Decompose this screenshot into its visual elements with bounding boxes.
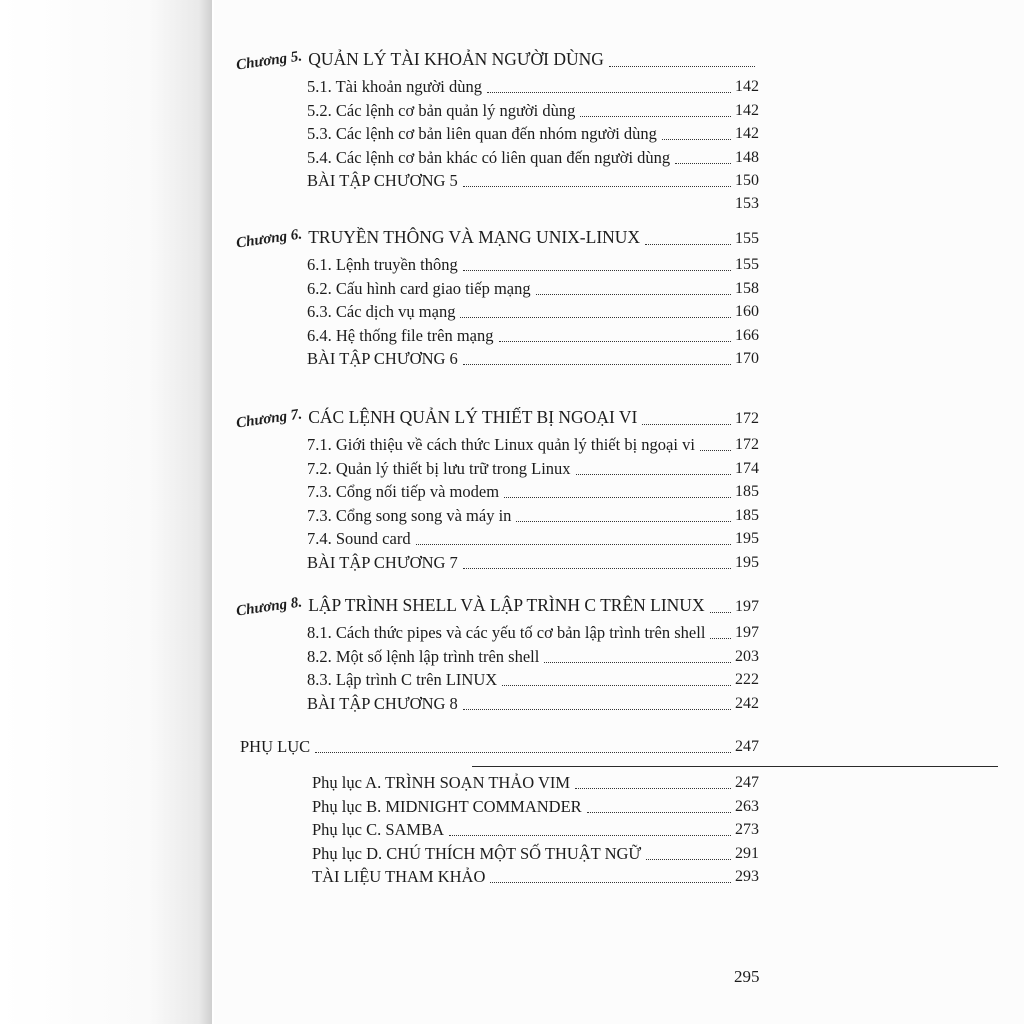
toc-entry-row (307, 691, 759, 715)
dot-leader (463, 568, 731, 569)
toc-entry-row (307, 620, 759, 644)
page-reference: 222 (735, 671, 759, 689)
chapter-heading (236, 48, 604, 72)
page-reference: 155 (735, 256, 759, 273)
dot-leader (516, 521, 731, 522)
page-reference: 142 (735, 101, 759, 119)
page-reference: 203 (735, 647, 759, 665)
toc-entry-row (307, 323, 759, 347)
toc-entry-row (307, 168, 759, 192)
dot-leader (463, 709, 731, 710)
dot-leader (609, 66, 755, 67)
page-reference: 158 (735, 279, 759, 297)
dot-leader (416, 544, 731, 545)
toc-entry-row (307, 503, 759, 527)
dot-leader (587, 812, 731, 813)
page-reference: 174 (735, 459, 759, 477)
chapter-row-7 (236, 406, 759, 430)
appendix-entry-row (312, 770, 759, 794)
dot-leader (463, 270, 731, 271)
dot-leader (490, 882, 731, 883)
chapter-title: LẬP TRÌNH SHELL VÀ LẬP TRÌNH C TRÊN LINUX (308, 595, 705, 615)
toc-entry-row (307, 145, 759, 169)
page-reference: 195 (735, 530, 759, 548)
dot-leader (710, 612, 731, 613)
dot-leader (502, 685, 731, 686)
dot-leader (460, 317, 731, 318)
chapter-title: CÁC LỆNH QUẢN LÝ THIẾT BỊ NGOẠI VI (308, 407, 638, 427)
toc-entry-row (307, 550, 759, 574)
page-reference: 247 (735, 738, 759, 755)
toc-entry-label: 6.1. Lệnh truyền thông (307, 255, 458, 274)
page-reference: 185 (735, 483, 759, 501)
chapter-number: 8. (289, 594, 304, 612)
dot-leader (646, 859, 731, 860)
chapter-heading (236, 226, 640, 250)
dot-leader (544, 662, 731, 663)
chapter-prefix-word: Chương (235, 50, 289, 74)
toc-entry-label: BÀI TẬP CHƯƠNG 7 (307, 553, 458, 572)
page-reference: 160 (735, 303, 759, 321)
toc-entry-label: 6.4. Hệ thống file trên mạng (307, 325, 494, 345)
appendix-heading-row (240, 734, 759, 758)
dot-leader (576, 474, 731, 475)
toc-entry-label: BÀI TẬP CHƯƠNG 8 (307, 693, 458, 713)
toc-entry-label: 5.4. Các lệnh cơ bản khác có liên quan đến người dùng (307, 147, 671, 167)
dot-leader (449, 835, 731, 836)
dot-leader (315, 752, 731, 753)
page-reference: 142 (735, 125, 759, 143)
page-reference: 247 (735, 774, 759, 791)
chapter-prefix-word: Chương (235, 228, 289, 252)
dot-leader (710, 638, 731, 639)
appendix-entry-row (312, 864, 759, 888)
toc-entry-label: 7.3. Cổng song song và máy in (307, 505, 512, 525)
page-reference: 195 (735, 554, 759, 571)
chapter-number: 7. (289, 406, 304, 424)
dot-leader (487, 92, 731, 93)
page-reference: 166 (735, 326, 759, 344)
toc-entry-row (307, 526, 759, 550)
dot-leader (700, 450, 731, 451)
toc-entry-row (307, 74, 759, 98)
dot-leader (645, 244, 731, 245)
dot-leader (504, 497, 731, 498)
page-reference: 197 (735, 598, 759, 615)
toc-entry-row (307, 276, 759, 300)
appendix-entry-row (312, 817, 759, 841)
toc-entry-row (307, 121, 759, 145)
toc-entry-label: 8.1. Cách thức pipes và các yếu tố cơ bản lập trình trên shell (307, 623, 706, 642)
toc-entry-label: 7.2. Quản lý thiết bị lưu trữ trong Linux (307, 458, 571, 478)
chapter-prefix-word: Chương (235, 596, 289, 620)
chapter-prefix-word: Chương (235, 408, 289, 432)
appendix-entry-label: Phụ lục D. CHÚ THÍCH MỘT SỐ THUẬT NGỮ (312, 843, 642, 863)
toc-entry-row (307, 667, 759, 691)
toc-entry-label: 5.2. Các lệnh cơ bản quản lý người dùng (307, 100, 576, 120)
appendix-entry-row (312, 841, 759, 865)
dot-leader (580, 116, 731, 117)
toc-entry-row (307, 346, 759, 370)
page-reference: 170 (735, 350, 759, 368)
dot-leader (575, 788, 731, 789)
chapter-heading (236, 594, 705, 618)
chapter-prefix (235, 591, 304, 622)
chapter-row-5 (236, 48, 759, 72)
appendix-divider-rule (472, 766, 998, 767)
page-reference: 142 (735, 78, 759, 95)
toc-entry-row (307, 432, 759, 456)
page-reference: 150 (735, 172, 759, 190)
appendix-entry-label: TÀI LIỆU THAM KHẢO (312, 867, 486, 887)
appendix-entry-label: Phụ lục B. MIDNIGHT COMMANDER (312, 796, 582, 816)
toc-entry-row (307, 479, 759, 503)
page-reference: 155 (735, 230, 759, 247)
page-reference: 242 (735, 694, 759, 712)
appendix-entry-row (312, 794, 759, 818)
chapter-number: 6. (289, 226, 304, 244)
table-of-contents (214, 0, 1024, 1024)
chapter-number: 5. (289, 48, 304, 66)
page-reference: 263 (735, 797, 759, 815)
toc-entry-label: 8.3. Lập trình C trên LINUX (307, 670, 498, 690)
page-reference: 291 (735, 844, 759, 862)
page-reference: 273 (735, 821, 759, 839)
dot-leader (675, 163, 731, 164)
dot-leader (662, 139, 731, 140)
toc-entry-label: BÀI TẬP CHƯƠNG 5 (307, 171, 458, 191)
toc-entry-row (307, 644, 759, 668)
appendix-entry-label: Phụ lục A. TRÌNH SOẠN THẢO VIM (312, 773, 571, 792)
chapter-heading (236, 406, 637, 430)
toc-entry-row (307, 252, 759, 276)
dot-leader (536, 294, 731, 295)
dot-leader (499, 341, 732, 342)
page-reference: 197 (735, 624, 759, 641)
orphan-page-reference: 153 (735, 195, 759, 212)
chapter-row-8 (236, 594, 759, 618)
toc-entry-label: 5.3. Các lệnh cơ bản liên quan đến nhóm người dùng (307, 124, 657, 144)
page-reference: 293 (735, 868, 759, 886)
chapter-title: TRUYỀN THÔNG VÀ MẠNG UNIX-LINUX (308, 227, 641, 247)
page-gutter-shadow (0, 0, 212, 1024)
page-number: 295 (734, 967, 760, 986)
toc-entry-label: 7.3. Cổng nối tiếp và modem (307, 482, 500, 502)
chapter-row-6 (236, 226, 759, 250)
appendix-title: PHỤ LỤC (240, 737, 311, 756)
chapter-prefix (235, 403, 304, 434)
page-reference: 172 (735, 436, 759, 453)
dot-leader (463, 364, 731, 365)
page-reference: 172 (735, 410, 759, 427)
toc-entry-label: 6.2. Cấu hình card giao tiếp mạng (307, 278, 531, 298)
page-reference: 148 (735, 148, 759, 166)
toc-entry-label: 8.2. Một số lệnh lập trình trên shell (307, 646, 540, 666)
chapter-title: QUẢN LÝ TÀI KHOẢN NGƯỜI DÙNG (308, 49, 604, 69)
toc-entry-label: 5.1. Tài khoản người dùng (307, 77, 483, 96)
dot-leader (463, 186, 731, 187)
toc-entry-row (307, 456, 759, 480)
toc-entry-label: 6.3. Các dịch vụ mạng (307, 302, 456, 322)
book-page (214, 0, 1024, 1024)
toc-entry-label: 7.1. Giới thiệu về cách thức Linux quản lý thiết bị ngoại vi (307, 435, 695, 454)
chapter-prefix (235, 45, 304, 76)
dot-leader (642, 424, 731, 425)
toc-entry-label: 7.4. Sound card (307, 529, 411, 549)
chapter-prefix (235, 223, 304, 254)
toc-entry-label: BÀI TẬP CHƯƠNG 6 (307, 349, 458, 369)
toc-entry-row (307, 299, 759, 323)
toc-entry-row (307, 98, 759, 122)
page-reference: 185 (735, 506, 759, 524)
appendix-entry-label: Phụ lục C. SAMBA (312, 820, 445, 840)
